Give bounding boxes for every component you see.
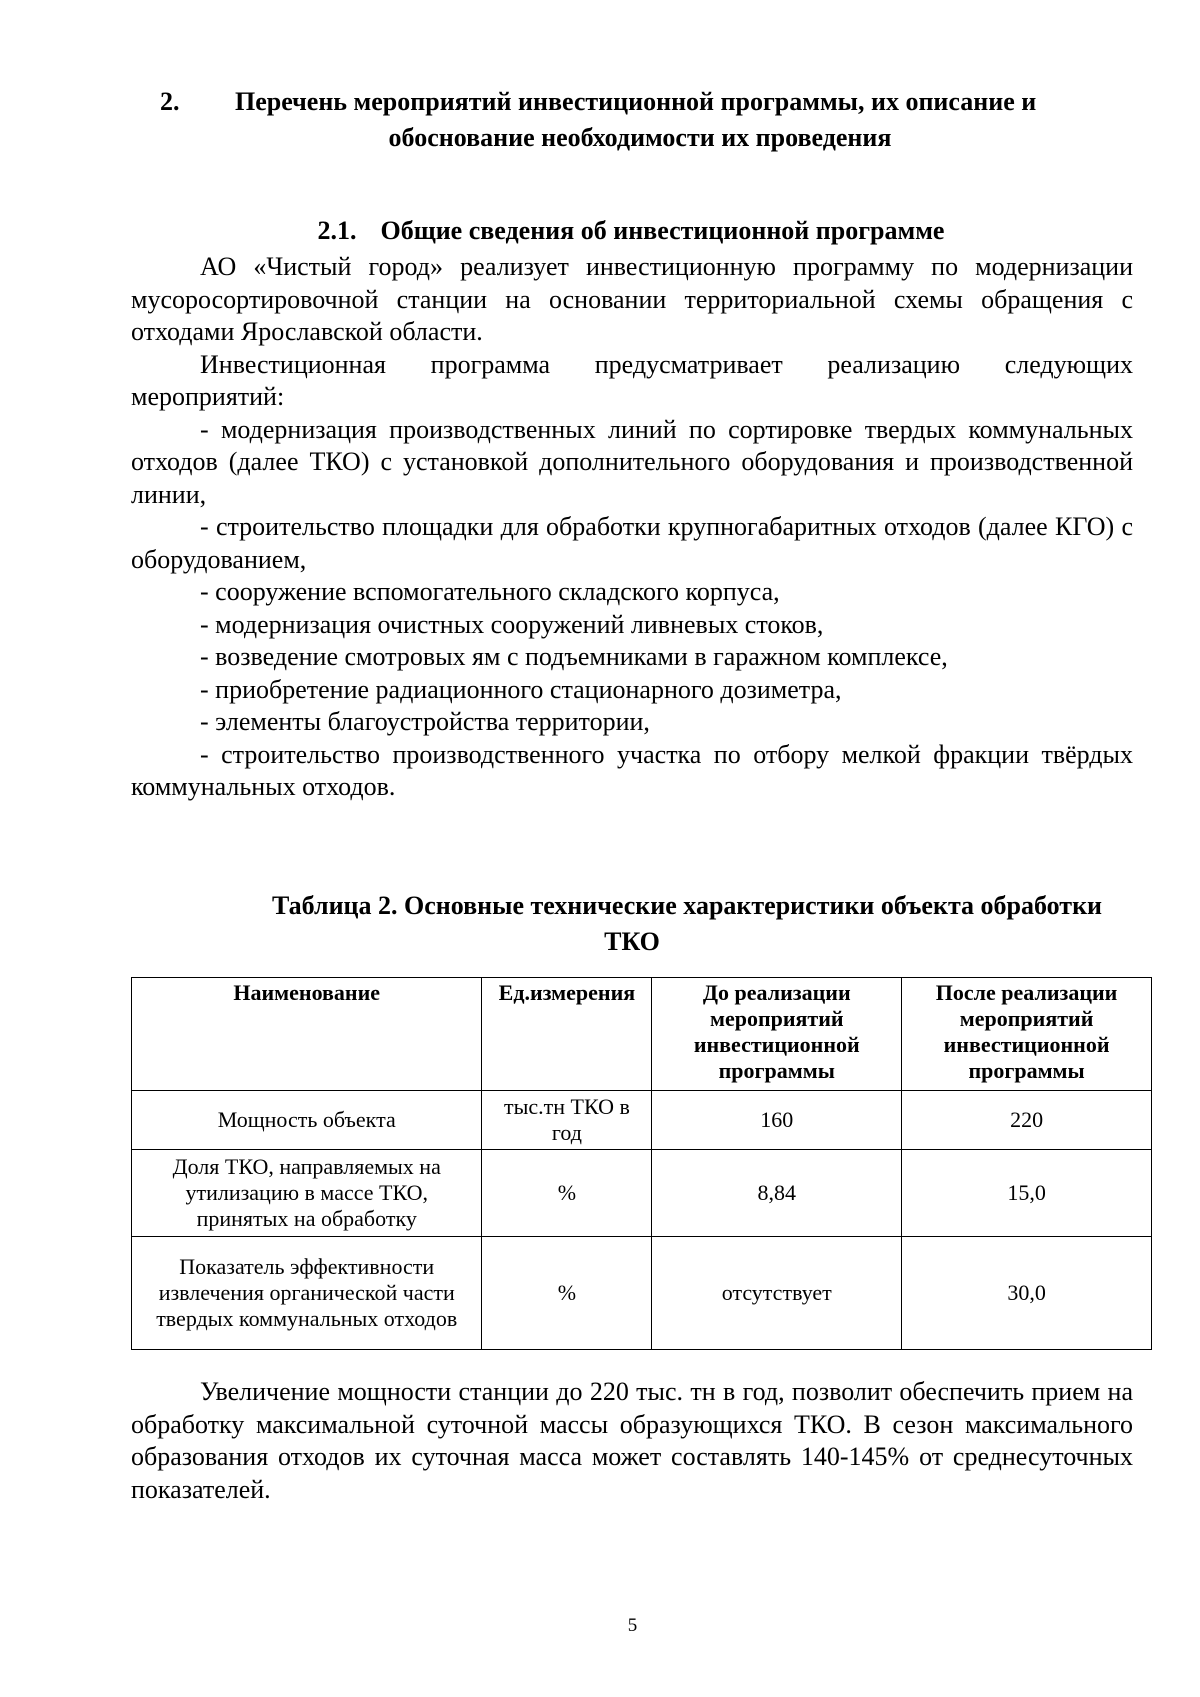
cell-before: отсутствует [652, 1237, 902, 1350]
section-title-line-2: обоснование необходимости их проведения [388, 123, 892, 152]
header-unit: Ед.измерения [482, 978, 652, 1091]
paragraph-measures-intro: Инвестиционная программа предусматривает реализацию следующих мероприятий: [131, 349, 1133, 411]
measure-item: - строительство производственного участка по отбору мелкой фракции твёрдых коммунальных отходов. [131, 739, 1133, 801]
table-caption-line-1: Таблица 2. Основные технические характеристики объекта обработки [271, 891, 1103, 920]
header-before: До реализации мероприятий инвестиционной программы [652, 978, 902, 1091]
table-caption [131, 888, 1133, 960]
cell-after: 15,0 [902, 1150, 1152, 1237]
measure-item: - сооружение вспомогательного складского корпуса, [200, 577, 780, 606]
measure-item: - приобретение радиационного стационарного дозиметра, [200, 674, 842, 704]
cell-unit: тыс.тн ТКО в год [482, 1091, 652, 1150]
subsection-number: 2.1. [317, 216, 357, 245]
table-caption-line-2: ТКО [604, 927, 660, 956]
cell-name: Мощность объекта [132, 1091, 482, 1150]
header-name: Наименование [132, 978, 482, 1091]
measure-item: - модернизация производственных линий по сортировке твердых коммунальных отходов (далее ТКО) с установкой дополнительного оборудования и производственной линии, [131, 414, 1133, 509]
measure-item: - элементы благоустройства территории, [200, 707, 650, 736]
section-number: 2. [160, 87, 180, 116]
cell-before: 160 [652, 1091, 902, 1150]
cell-name: Доля ТКО, направляемых на утилизацию в массе ТКО, принятых на обработку [132, 1150, 482, 1237]
table-row [132, 1091, 1152, 1150]
page-number: 5 [627, 1615, 638, 1636]
closing-text [131, 1376, 1133, 1506]
cell-before: 8,84 [652, 1150, 902, 1237]
measure-item: - строительство площадки для обработки крупногабаритных отходов (далее КГО) с оборудованием, [131, 512, 1133, 574]
cell-name: Показатель эффективности извлечения органической части твердых коммунальных отходов [132, 1237, 482, 1350]
intro-text [131, 251, 1133, 804]
table-header-row [132, 978, 1152, 1091]
header-after: После реализации мероприятий инвестиционной программы [902, 978, 1152, 1091]
measure-item: - модернизация очистных сооружений ливневых стоков, [200, 609, 824, 639]
measure-item: - возведение смотровых ям с подъемниками в гаражном комплексе, [200, 642, 948, 671]
table-row [132, 1237, 1152, 1350]
section-title-line-1: Перечень мероприятий инвестиционной программы, их описание и [235, 87, 1037, 116]
subsection-title: Общие сведения об инвестиционной программе [380, 216, 945, 245]
paragraph-capacity-increase: Увеличение мощности станции до 220 тыс. тн в год, позволит обеспечить прием на обработку максимальной суточной массы образующихся ТКО. В сезон максимального образования отходов их суточная масса может составлять 140-145% от среднесуточных показателей. [131, 1377, 1133, 1504]
subsection-heading [131, 216, 1131, 246]
cell-after: 30,0 [902, 1237, 1152, 1350]
cell-after: 220 [902, 1091, 1152, 1150]
technical-characteristics-table [131, 977, 1152, 1350]
cell-unit: % [482, 1150, 652, 1237]
table-row [132, 1150, 1152, 1237]
cell-unit: % [482, 1237, 652, 1350]
paragraph-program-basis: АО «Чистый город» реализует инвестиционную программу по модернизации мусоросортировочной станции на основании территориальной схемы обращения с отходами Ярославской области. [131, 252, 1133, 346]
